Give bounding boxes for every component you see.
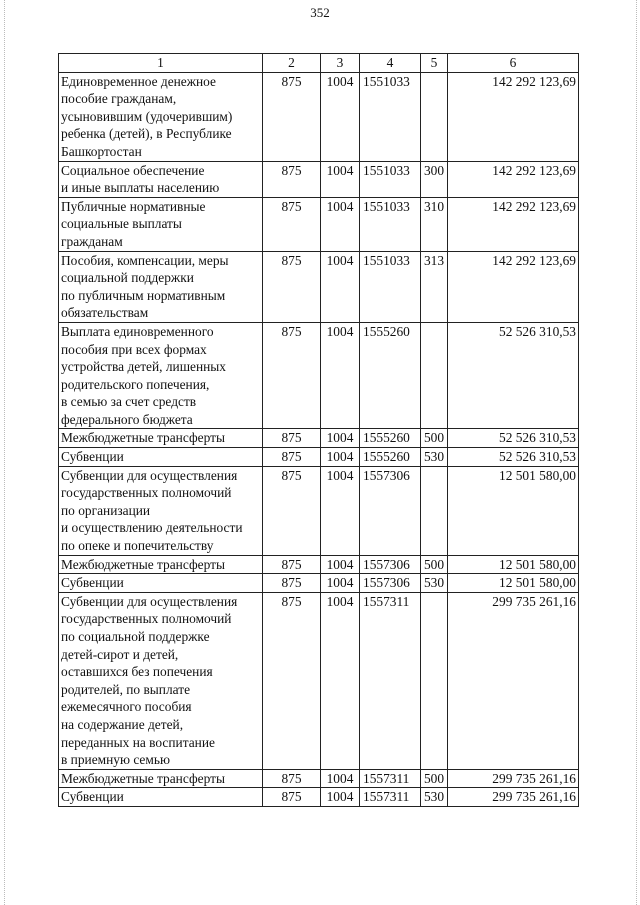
header-cell: 6: [448, 54, 579, 73]
row-target-code: 1555260: [360, 448, 421, 467]
row-section-code: 1004: [321, 161, 360, 197]
table-row: [59, 429, 579, 448]
row-section-code: 1004: [321, 466, 360, 555]
row-amount: 142 292 123,69: [448, 161, 579, 197]
row-description: Социальное обеспечение и иные выплаты населению: [59, 161, 263, 197]
row-expense-type: [421, 592, 448, 769]
row-description: Публичные нормативные социальные выплаты гражданам: [59, 197, 263, 251]
table-row: [59, 161, 579, 197]
table-row: [59, 574, 579, 593]
row-expense-type: 500: [421, 769, 448, 788]
row-section-code: 1004: [321, 448, 360, 467]
row-amount: 52 526 310,53: [448, 448, 579, 467]
table-row: [59, 466, 579, 555]
row-section-code: 1004: [321, 788, 360, 807]
table-row: [59, 72, 579, 161]
scan-edge-left: [4, 0, 5, 905]
row-amount: 299 735 261,16: [448, 592, 579, 769]
row-section-code: 1004: [321, 555, 360, 574]
row-expense-type: 530: [421, 448, 448, 467]
page-number: 352: [310, 5, 330, 20]
table-row: [59, 448, 579, 467]
row-admin-code: 875: [263, 429, 321, 448]
row-target-code: 1557306: [360, 466, 421, 555]
header-cell: 5: [421, 54, 448, 73]
row-admin-code: 875: [263, 769, 321, 788]
row-admin-code: 875: [263, 197, 321, 251]
row-admin-code: 875: [263, 788, 321, 807]
row-expense-type: 500: [421, 555, 448, 574]
row-expense-type: [421, 322, 448, 429]
row-description: Субвенции для осуществления государственных полномочий по социальной поддержке детей-сирот и детей, оставшихся без попечения родителей, по выплате ежемесячного пособия на содержание детей, переданных на воспитание в приемную семью: [59, 592, 263, 769]
table-row: [59, 555, 579, 574]
table-row: [59, 788, 579, 807]
row-amount: 142 292 123,69: [448, 197, 579, 251]
row-admin-code: 875: [263, 555, 321, 574]
row-admin-code: 875: [263, 161, 321, 197]
row-description: Межбюджетные трансферты: [59, 429, 263, 448]
row-amount: 52 526 310,53: [448, 429, 579, 448]
row-target-code: 1557311: [360, 769, 421, 788]
row-section-code: 1004: [321, 197, 360, 251]
row-amount: 52 526 310,53: [448, 322, 579, 429]
row-target-code: 1551033: [360, 197, 421, 251]
row-target-code: 1551033: [360, 72, 421, 161]
row-expense-type: [421, 466, 448, 555]
row-target-code: 1551033: [360, 251, 421, 322]
row-expense-type: 313: [421, 251, 448, 322]
row-description: Единовременное денежное пособие гражданам, усыновившим (удочерившим) ребенка (детей), в Республике Башкортостан: [59, 72, 263, 161]
row-expense-type: 310: [421, 197, 448, 251]
row-amount: 142 292 123,69: [448, 251, 579, 322]
row-amount: 142 292 123,69: [448, 72, 579, 161]
row-target-code: 1557306: [360, 574, 421, 593]
row-section-code: 1004: [321, 322, 360, 429]
row-amount: 299 735 261,16: [448, 769, 579, 788]
row-section-code: 1004: [321, 429, 360, 448]
row-target-code: 1557311: [360, 788, 421, 807]
scan-edge-right: [636, 0, 637, 905]
row-expense-type: [421, 72, 448, 161]
row-amount: 12 501 580,00: [448, 466, 579, 555]
row-section-code: 1004: [321, 769, 360, 788]
row-target-code: 1557306: [360, 555, 421, 574]
budget-table: [58, 53, 579, 807]
row-admin-code: 875: [263, 251, 321, 322]
table-header-row: [59, 54, 579, 73]
header-cell: 4: [360, 54, 421, 73]
row-expense-type: 300: [421, 161, 448, 197]
row-amount: 12 501 580,00: [448, 555, 579, 574]
row-target-code: 1555260: [360, 322, 421, 429]
row-expense-type: 530: [421, 574, 448, 593]
row-description: Выплата единовременного пособия при всех формах устройства детей, лишенных родительского попечения, в семью за счет средств федерального бюджета: [59, 322, 263, 429]
row-target-code: 1557311: [360, 592, 421, 769]
row-admin-code: 875: [263, 574, 321, 593]
row-description: Субвенции: [59, 574, 263, 593]
table-row: [59, 592, 579, 769]
row-expense-type: 530: [421, 788, 448, 807]
row-description: Межбюджетные трансферты: [59, 769, 263, 788]
row-target-code: 1555260: [360, 429, 421, 448]
row-section-code: 1004: [321, 72, 360, 161]
row-expense-type: 500: [421, 429, 448, 448]
row-admin-code: 875: [263, 72, 321, 161]
row-admin-code: 875: [263, 448, 321, 467]
row-amount: 299 735 261,16: [448, 788, 579, 807]
row-admin-code: 875: [263, 592, 321, 769]
header-cell: 2: [263, 54, 321, 73]
table-row: [59, 197, 579, 251]
row-description: Субвенции: [59, 788, 263, 807]
row-description: Пособия, компенсации, меры социальной поддержки по публичным нормативным обязательствам: [59, 251, 263, 322]
table-row: [59, 251, 579, 322]
header-cell: 3: [321, 54, 360, 73]
row-description: Субвенции для осуществления государственных полномочий по организации и осуществлению деятельности по опеке и попечительству: [59, 466, 263, 555]
row-admin-code: 875: [263, 466, 321, 555]
row-amount: 12 501 580,00: [448, 574, 579, 593]
row-section-code: 1004: [321, 574, 360, 593]
row-description: Субвенции: [59, 448, 263, 467]
row-target-code: 1551033: [360, 161, 421, 197]
row-section-code: 1004: [321, 592, 360, 769]
row-admin-code: 875: [263, 322, 321, 429]
row-section-code: 1004: [321, 251, 360, 322]
table-row: [59, 769, 579, 788]
header-cell: 1: [59, 54, 263, 73]
row-description: Межбюджетные трансферты: [59, 555, 263, 574]
table-row: [59, 322, 579, 429]
